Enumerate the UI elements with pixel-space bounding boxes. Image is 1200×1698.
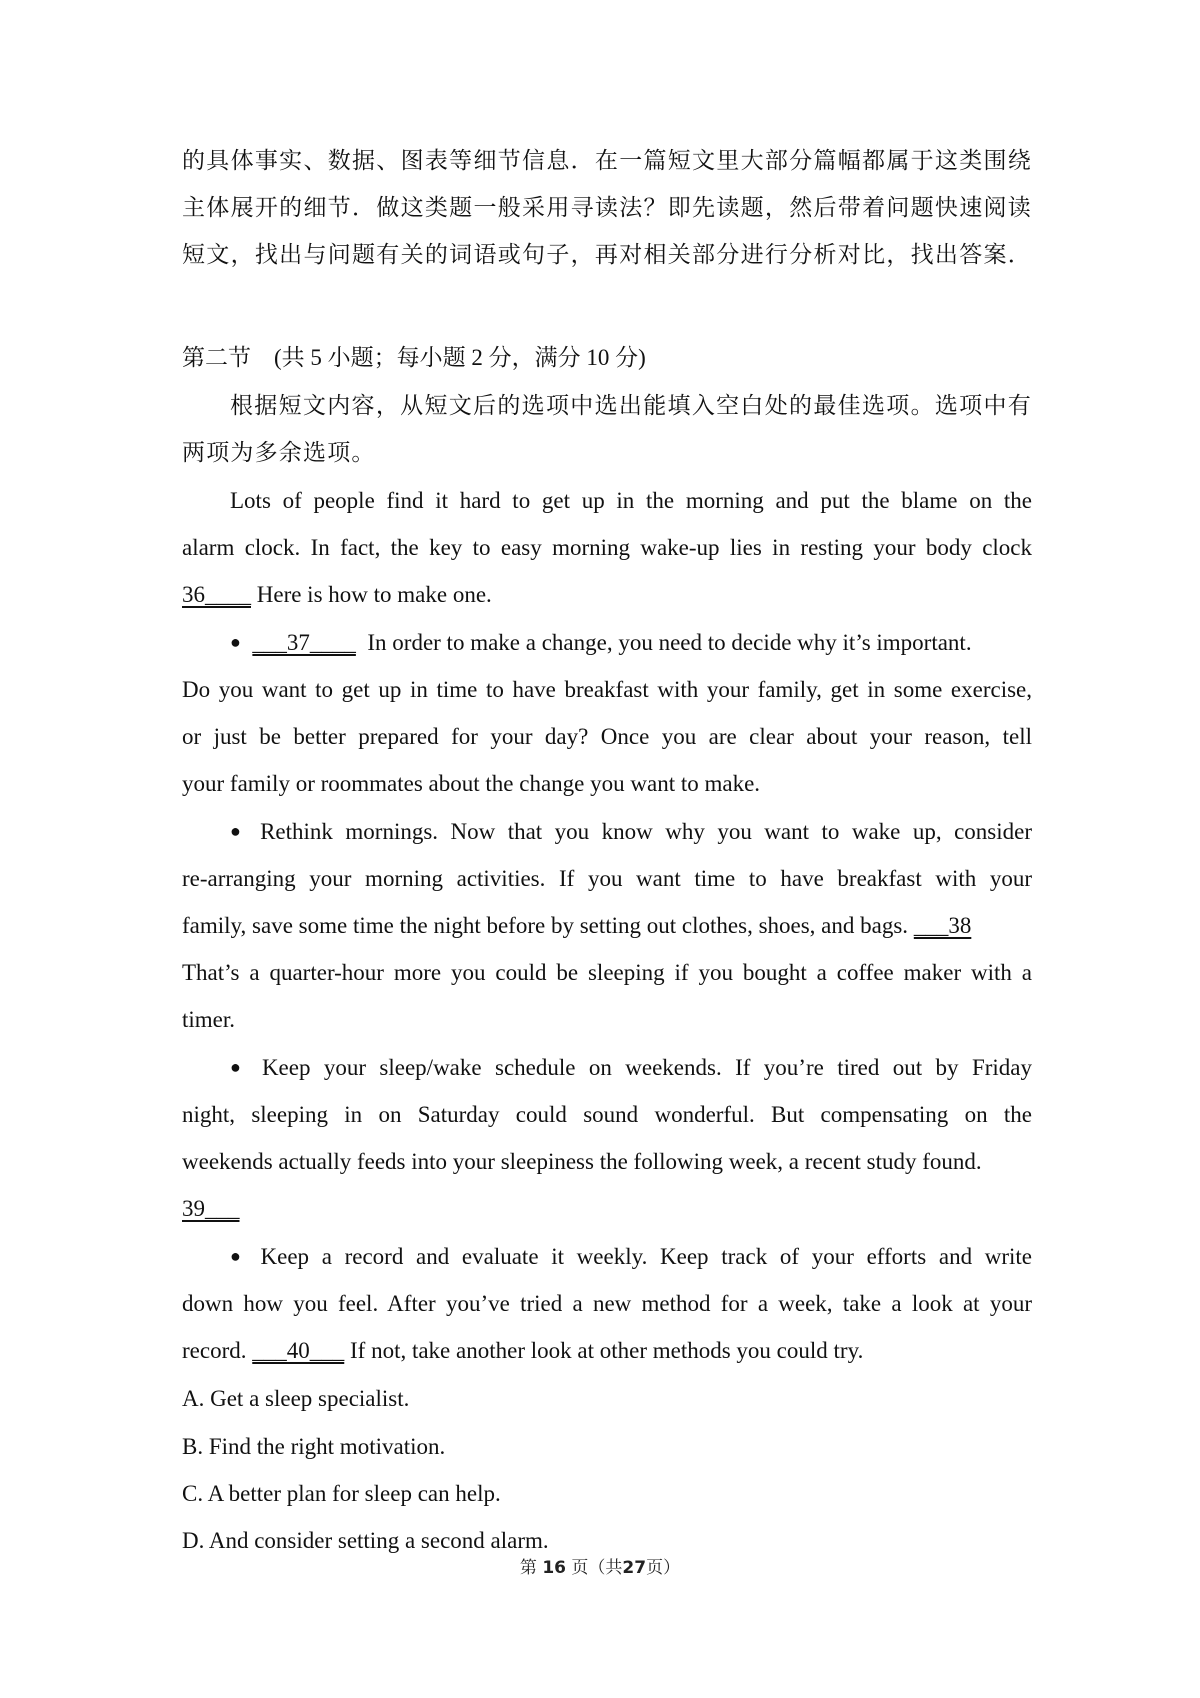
intro-line-2: 主体展开的细节．做这类题一般采用寻读法？即先读题，然后带着问题快速阅读	[182, 195, 1032, 220]
bullet-icon: ●	[230, 1246, 248, 1266]
passage-p2-line-2: Do you want to get up in time to have breakfast with your family, get in some exercise,	[182, 677, 1032, 702]
passage-p2-line-1: ● ___37____ In order to make a change, you need to decide why it’s important.	[230, 630, 972, 655]
section-instruction-line-2: 两项为多余选项。	[182, 440, 376, 465]
passage-p4-line-1: ● Keep your sleep/wake schedule on weekends. If you’re tired out by Friday	[230, 1055, 1033, 1080]
passage-p2-line-4: your family or roommates about the change you want to make.	[182, 771, 761, 796]
passage-p4-line-4	[182, 1194, 1032, 1224]
bullet-icon: ●	[230, 821, 248, 841]
passage-p3-line-2: re-arranging your morning activities. If you want time to have breakfast with your	[182, 866, 1032, 891]
passage-p1-line-2: alarm clock. In fact, the key to easy morning wake-up lies in resting your body clock	[182, 535, 1032, 560]
passage-p3-line-5: timer.	[182, 1007, 236, 1032]
passage-p5-line-3: record. ___40___ If not, take another look at other methods you could try.	[182, 1338, 864, 1363]
blank-36: 36____	[182, 582, 251, 607]
option-b: B. Find the right motivation.	[182, 1434, 446, 1459]
total-pages: 27	[622, 1558, 647, 1578]
passage-p3-line-1: ● Rethink mornings. Now that you know why you want to wake up, consider	[230, 819, 1033, 844]
option-c: C. A better plan for sleep can help.	[182, 1481, 501, 1506]
passage-p4-line-3: weekends actually feeds into your sleepiness the following week, a recent study found.	[182, 1149, 982, 1174]
blank-37: ___37____	[252, 630, 356, 655]
intro-line-1: 的具体事实、数据、图表等细节信息．在一篇短文里大部分篇幅都属于这类围绕	[182, 148, 1032, 173]
passage-p1-line-1: Lots of people find it hard to get up in the morning and put the blame on the	[230, 488, 1032, 513]
passage-p1-line-3: 36____ Here is how to make one.	[182, 582, 492, 607]
section-instruction-line-1: 根据短文内容，从短文后的选项中选出能填入空白处的最佳选项。选项中有	[230, 393, 1032, 418]
page-footer: 第 16 页（共27页）	[519, 1558, 681, 1578]
intro-line-3: 短文，找出与问题有关的词语或句子，再对相关部分进行分析对比，找出答案．	[182, 242, 1032, 267]
option-d: D. And consider setting a second alarm.	[182, 1528, 549, 1553]
passage-p5-line-1: ● Keep a record and evaluate it weekly. Keep track of your efforts and write	[230, 1244, 1033, 1269]
passage-p5-line-2: down how you feel. After you’ve tried a new method for a week, take a look at your	[182, 1291, 1032, 1316]
blank-40: ___40___	[252, 1338, 345, 1363]
bullet-icon: ●	[230, 1057, 249, 1077]
blank-38: ___38	[913, 913, 972, 938]
option-a: A. Get a sleep specialist.	[182, 1386, 410, 1411]
bullet-icon: ●	[230, 632, 241, 652]
page-number: 16	[542, 1558, 566, 1578]
passage-p2-line-3: or just be better prepared for your day? Once you are clear about your reason, tell	[182, 724, 1032, 749]
passage-p3-line-4: That’s a quarter-hour more you could be sleeping if you bought a coffee maker with a	[182, 960, 1032, 985]
passage-p3-line-3: family, save some time the night before by setting out clothes, shoes, and bags. ___38	[182, 913, 972, 938]
passage-p4-line-2: night, sleeping in on Saturday could sound wonderful. But compensating on the	[182, 1102, 1032, 1127]
blank-39: 39___	[182, 1196, 240, 1221]
section-heading: 第二节 (共 5 小题；每小题 2 分，满分 10 分)	[182, 345, 646, 370]
